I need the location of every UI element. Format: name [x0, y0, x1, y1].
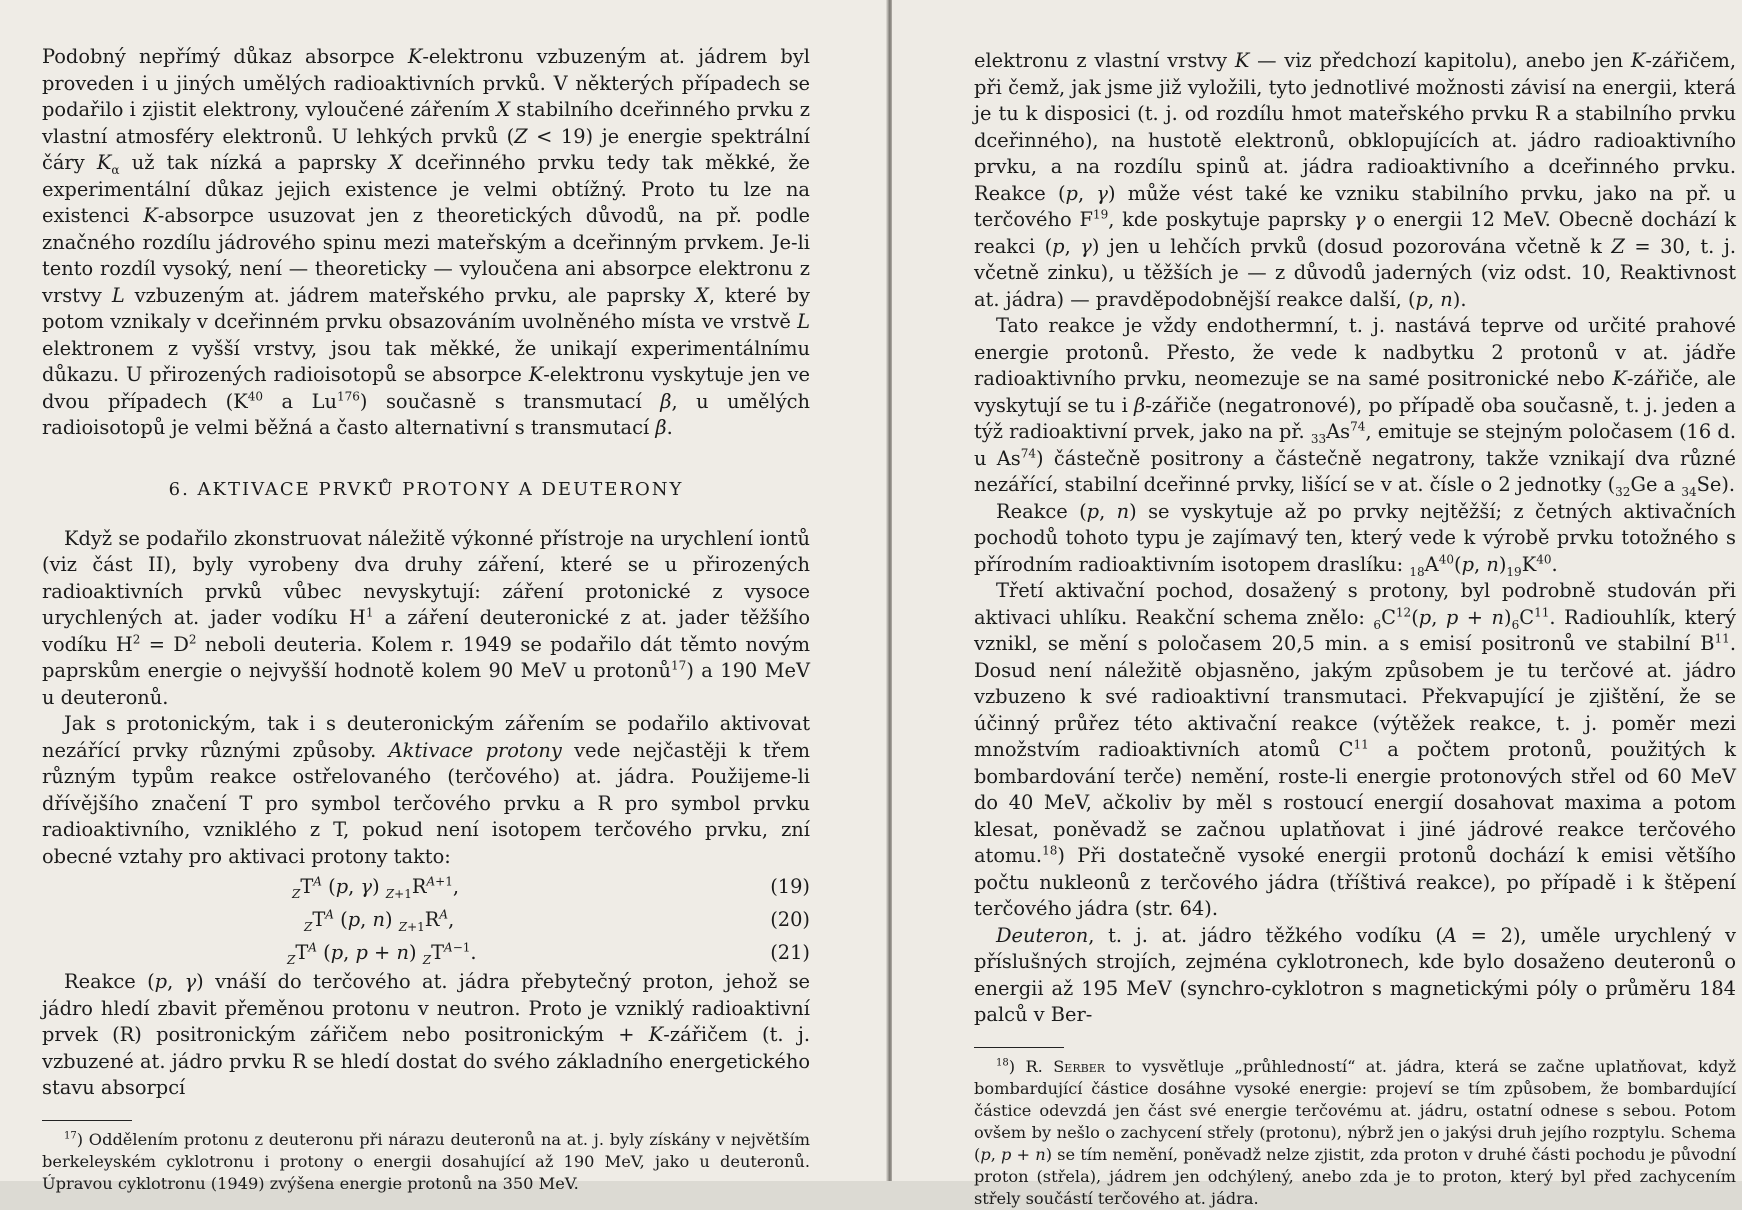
left-paragraph-4: Reakce (p, γ) vnáší do terčového at. jádra přebytečný proton, jehož se jádro hledí zbavit přeměnou protonu v neutron. Proto je vzniklý radioaktivní prvek (R) positronickým zářičem nebo positronickým + K-zářičem (t. j. vzbuzené at. jádro prvku R se hledí dostat do svého základního energetického stavu absorpcí — [42, 970, 810, 1099]
equation-19-formula: $_ZT^A$ (p, γ) $_{Z+1}R^{A+1}$, — [292, 874, 460, 901]
right-page — [892, 0, 1742, 1208]
right-paragraph-4: Třetí aktivační pochod, dosažený s protony, byl podrobně studován při aktivaci uhlíku. Reakční schema znělo: $_6C^{12}(p$, $p + n)_6C^{11}$. Radiouhlík, který vznikl, se mění s poločasem 20,5 min. a s emisí positronů ve stabilní $B^{11}$. Dosud není náležitě objasněno, jakým způsobem je tu terčové at. jádro vzbuzeno k své radioaktivní transmutaci. Překvapující je zjištění, že se účinný průřez této aktivační reakce (výtěžek reakce, t. j. poměr mezi množstvím radioaktivních atomů $C^{11}$ a počtem protonů, použitých k bombardování terče) nemění, roste-li energie protonových střel od 60 MeV do 40 MeV, ačkoliv by měl s rostoucí energií dosahovat maxima a potom klesat, poněvadž se začnou uplatňovat i jiné jádrové reakce terčového atomu.$^{18}$) Při dostatečně vysoké energii protonů dochází k emisi většího počtu nukleonů z terčového jádra (tříštivá reakce), po případě i k štěpení terčového jádra (str. 64). — [974, 579, 1737, 920]
right-paragraph-3: Reakce (p, n) se vyskytuje až po prvky nejtěžší; z četných aktivačních pochodů tohoto typu je zajímavý ten, který vede k výrobě prvku totožného s přírodním radioaktivním isotopem draslíku: $_{18}A^{40}(p$, $n)_{19}K^{40}$. — [974, 499, 1737, 579]
equation-21-number: (21) — [770, 941, 810, 964]
footnote-rule — [974, 1047, 1064, 1048]
equation-21-formula: $_ZT^A$ (p, p + n) $_ZT^{A-1}$. — [287, 940, 477, 967]
equation-20 — [42, 903, 810, 936]
equation-19-number: (19) — [770, 875, 810, 898]
footnote-17: $^{17}$) Oddělením protonu z deuteronu při nárazu deuteronů na at. j. byly získány v největším berkeleyském cyklotronu i protony o energii dosahující až 190 MeV, jako u deuteronů. Úpravou cyklotronu (1949) zvýšena energie protonů na 350 MeV. — [42, 1129, 810, 1193]
left-paragraph-2: Když se podařilo zkonstruovat náležitě výkonné přístroje na urychlení iontů (viz část II), byly vyrobeny dva druhy záření, které se u přirozených radioaktivních prvků vůbec nevyskytují: záření protonické z vysoce urychlených at. jader vodíku $H^1$ a záření deuteronické z at. jader těžšího vodíku $H^2 = D^2$ neboli deuteria. Kolem r. 1949 se podařilo dát těmto novým paprskům energie o nejvyšší hodnotě kolem 90 MeV u protonů$^{17}$) a 190 MeV u deuteronů. — [42, 526, 810, 709]
right-paragraph-5: Deuteron, t. j. at. jádro těžkého vodíku (A = 2), uměle urychlený v příslušných strojích, zejména cyklotronech, kde bylo dosaženo deuteronů o energii až 195 MeV (synchro-cyklotron s magnetickými póly o průměru 184 palců v Ber- — [974, 923, 1737, 1026]
section-heading: 6. AKTIVACE PRVKŮ PROTONY A DEUTERONY — [168, 478, 684, 500]
equation-21 — [42, 936, 810, 969]
left-paragraph-1: Podobný nepřímý důkaz absorpce K-elektronu vzbuzeným at. jádrem byl proveden i u jiných umělých radioaktivních prvků. V některých případech se podařilo i zjistit elektrony, vyloučené zářením X stabilního dceřinného prvku z vlastní atmosféry elektronů. U lehkých prvků (Z < 19) je energie spektrální čáry $K_\alpha$ už tak nízká a paprsky X dceřinného prvku tedy tak měkké, že experimentální důkaz jejich existence je velmi obtížný. Proto tu lze na existenci K-absorpce usuzovat jen z theoretických důvodů, na př. podle značného rozdílu jádrového spinu mezi mateřským a dceřinným prvkem. Je-li tento rozdíl vysoký, není — theoreticky — vyloučena ani absorpce elektronu z vrstvy L vzbuzeným at. jádrem mateřského prvku, ale paprsky X, které by potom vznikaly v dceřinném prvku obsazováním uvolněného místa ve vrstvě L elektronem z vyšší vrstvy, jsou tak měkké, že unikají experimentálnímu důkazu. U přirozených radioisotopů se absorpce K-elektronu vyskytuje jen ve dvou případech ($K^{40}$ a Lu$^{176}$) současně s transmutací β, u umělých radioisotopů je velmi běžná a často alternativní s transmutací β. — [42, 45, 811, 439]
right-paragraph-2: Tato reakce je vždy endothermní, t. j. nastává teprve od určité prahové energie protonů. Přesto, že vede k nadbytku 2 protonů v at. jádře radioaktivního prvku, neomezuje se na samé positronické nebo K-zářiče, ale vyskytují se tu i β-zářiče (negatronové), po případě oba současně, t. j. jeden a týž radioaktivní prvek, jako na př. $_{33}As^{74}$, emituje se stejným poločasem (16 d. u As$^{74}$) částečně positrony a částečně negatrony, takže vznikají dva různé nezářící, stabilní dceřinné prvky, lišící se v at. čísle o 2 jednotky ($_{32}Ge$ a $_{34}$Se). — [974, 314, 1737, 499]
footnote-18: $^{18}$) R. Serber to vysvětluje „průhledností“ at. jádra, která se začne uplatňovat, když bombardující částice dosáhne vysoké energie: projeví se tím způsobem, že bombardující částice odevzdá jen část své energie terčovému at. jádru, ostatní odnese s sebou. Potom ovšem by nešlo o zachycení střely (protonu), nýbrž jen o jakýsi druh jejího rozptylu. Schema (p, p + n) se tím nemění, poněvadž nelze zjistit, zda proton v druhé části pochodu je původní proton (střela), jádrem jen odchýlený, anebo zda je to proton, který byl před zachycením střely součástí terčového at. jádra. — [974, 1056, 1736, 1208]
equation-20-formula: $_ZT^A$ (p, n) $_{Z+1}R^A$, — [304, 907, 455, 934]
equation-20-number: (20) — [770, 908, 810, 931]
equation-19 — [42, 870, 810, 903]
left-paragraph-3: Jak s protonickým, tak i s deuteronickým zářením se podařilo aktivovat nezářící prvky různými způsoby. Aktivace protony vede nejčastěji k třem různým typům reakce ostřelovaného (terčového) at. jádra. Použijeme-li dřívějšího značení T pro symbol terčového prvku a R pro symbol prvku radioaktivního, vzniklého z T, pokud není isotopem terčového prvku, zní obecné vztahy pro aktivaci protony takto: — [42, 712, 810, 868]
right-paragraph-1: elektronu z vlastní vrstvy K — viz předchozí kapitolu), anebo jen K-zářičem, při čemž, jak jsme již vyložili, tyto jednotlivé možnosti závisí na energii, která je tu k disposici (t. j. od rozdílu hmot mateřského prvku R a stabilního prvku dceřinného), na hustotě elektronů, obklopujících at. jádro radioaktivního prvku, a na rozdílu spinů at. jádra radioaktivního a dceřinného prvku. Reakce (p, γ) může vést také ke vzniku stabilního prvku, jako na př. u terčového $F^{19}$, kde poskytuje paprsky γ o energii 12 MeV. Obecně dochází k reakci (p, γ) jen u lehčích prvků (dosud pozorována včetně k Z = 30, t. j. včetně zinku), u těžších je — z důvodů jaderných (viz odst. 10, Reaktivnost at. jádra) — pravděpodobnější reakce další, (p, n). — [974, 49, 1737, 311]
footnote-rule — [42, 1120, 132, 1121]
